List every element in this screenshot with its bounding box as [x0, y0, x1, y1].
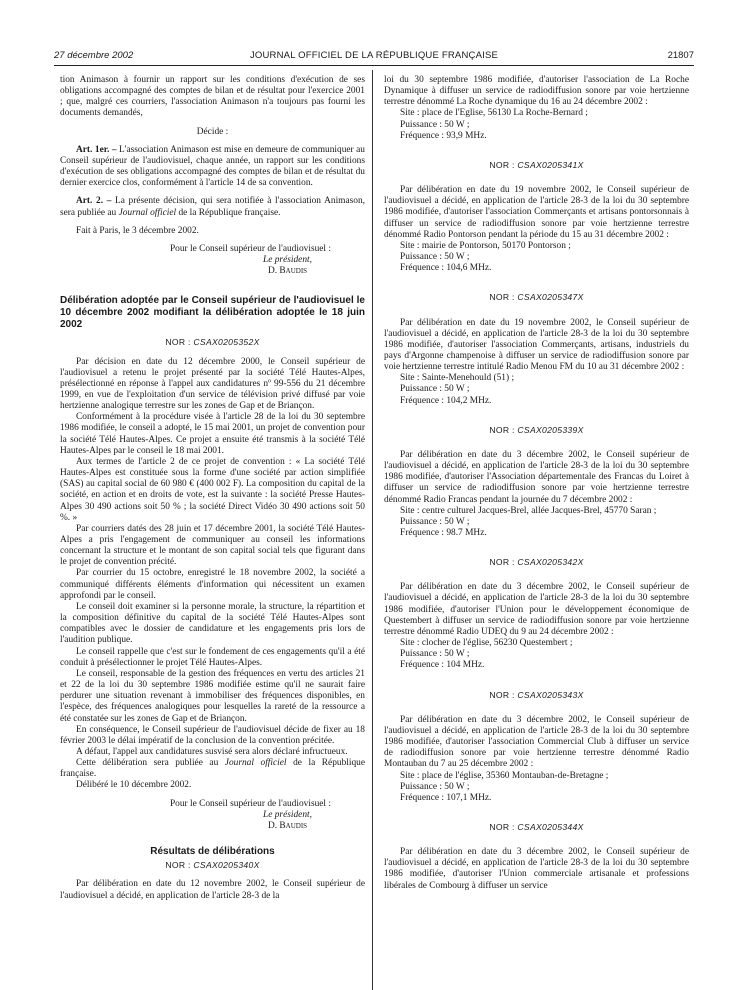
nor-reference — [384, 690, 689, 701]
article-text: La présente décision, qui sera notifiée à l'association Animason, sera publiée au — [60, 196, 365, 218]
section-title-deliberation: Délibération adoptée par le Conseil supérieur de l'audiovisuel le 10 décembre 2002 modifiant la délibération adoptée le 18 juin 2002 — [60, 295, 365, 331]
nor-prefix: NOR : — [489, 424, 518, 435]
paragraph: Le conseil, responsable de la gestion des fréquences en vertu des articles 21 et 22 de la loi du 30 septembre 1986 modifiée estime qu'il ne saurait faire perdurer une situation revenant à immobiliser des fréquences disponibles, en l'espèce, des fréquences analogiques pour lesquelles la rareté de la ressource a été constatée sur les zones de Gap et de Briançon. — [60, 668, 365, 724]
header-date: 27 décembre 2002 — [54, 50, 134, 61]
text: de la République française. — [60, 758, 366, 780]
signature-role — [60, 255, 365, 266]
nor-prefix: NOR : — [489, 689, 518, 700]
fait-a-paris: Fait à Paris, le 3 décembre 2002. — [76, 225, 199, 236]
nor-reference — [384, 425, 689, 436]
nor-prefix: NOR : — [165, 337, 194, 348]
paragraph: Par délibération en date du 3 décembre 2002, le Conseil supérieur de l'audiovisuel a décidé, en application de l'article 28-3 de la loi du 30 septembre 1986 modifiée, d'autoriser l'Union pour le développement économique de Questembert à diffuser un service de radiodiffusion sonore par voie hertzienne terrestre dénommé Radio UDEQ du 9 au 24 décembre 2002 : — [384, 582, 689, 637]
nor-code: CSAX0205347X — [517, 292, 584, 303]
nor-prefix: NOR : — [489, 292, 518, 303]
decide: Décide : — [196, 126, 229, 137]
nor-code: CSAX0205343X — [517, 689, 584, 700]
paragraph: En conséquence, le Conseil supérieur de l'audiovisuel décide de fixer au 18 février 2003 le délai impératif de la conclusion de la convention précitée. — [60, 724, 365, 746]
signature-for: Pour le Conseil supérieur de l'audiovisuel : — [169, 243, 331, 254]
nor-reference — [384, 557, 689, 568]
page-header — [54, 50, 694, 64]
site: Site : Sainte-Menehould (51) ; — [400, 373, 515, 384]
frequence: Fréquence : 104,6 MHz. — [400, 263, 492, 274]
nor-reference — [384, 160, 689, 171]
nor-code: CSAX0205341X — [517, 159, 584, 170]
paragraph: Par délibération en date du 3 décembre 2002, le Conseil supérieur de l'audiovisuel a décidé, en application de l'article 28-3 de la loi du 30 septembre 1986 modifiée, d'autoriser l'Union commerciale artisanale et professions libérales de Combourg à diffuser un service — [384, 847, 689, 891]
nor-prefix: NOR : — [489, 821, 518, 832]
left-column — [60, 75, 365, 902]
site: Site : centre culturel Jacques-Brel, allée Jacques-Brel, 45770 Saran ; — [400, 505, 657, 516]
paragraph: Par délibération en date du 19 novembre 2002, le Conseil supérieur de l'audiovisuel a décidé, en application de l'article 28-3 de la loi du 30 septembre 1986 modifiée, d'autoriser l'association Commerçants, artisans, industriels du pays d'Argonne champenoise à diffuser un service de radiodiffusion sonore par voie hertzienne terrestre intitulé Radio Menou FM du 10 au 31 décembre 2002 : — [384, 317, 689, 373]
article-2 — [60, 196, 365, 218]
article-text: de la République française. — [176, 207, 281, 218]
article-1 — [60, 145, 365, 190]
delibere: Délibéré le 10 décembre 2002. — [76, 780, 192, 791]
nor-code: CSAX0205352X — [193, 337, 260, 348]
role: Le président, — [263, 255, 312, 266]
paragraph: Par délibération en date du 3 décembre 2002, le Conseil supérieur de l'audiovisuel a décidé, en application de l'article 28-3 de la loi du 30 septembre 1986 modifiée, d'autoriser l'association Commercial Club à diffuser un service de radiodiffusion sonore par voie hertzienne terrestre dénommé Radio Montauban du 7 au 25 décembre 2002 : — [384, 714, 689, 770]
site: Site : place de l'église, 35360 Montauban-de-Bretagne ; — [400, 770, 609, 781]
nor-reference — [60, 337, 365, 348]
nor-prefix: NOR : — [165, 860, 194, 871]
nor-code: CSAX0205342X — [517, 557, 584, 568]
frequence: Fréquence : 107,1 MHz. — [400, 792, 492, 803]
section-title-resultats: Résultats de délibérations — [150, 846, 275, 858]
column-divider — [372, 70, 373, 990]
article-text: L'association Animason est mise en demeure de communiquer au Conseil supérieur de l'audiovisuel, chaque année, un rapport sur les conditions d'exécution de ses obligations accompagné des comptes de bilan et de résultat du dernier exercice clos, conformément à l'article 14 de sa convention. — [60, 144, 365, 189]
site: Site : place de l'Eglise, 56130 La Roche-Bernard ; — [400, 108, 588, 119]
nor-code: CSAX0205344X — [517, 821, 584, 832]
article-label: Art. 1er. – — [76, 144, 117, 155]
paragraph: Aux termes de l'article 2 de ce projet de convention : « La société Télé Hautes-Alpes est constituée sous la forme d'une société par action simplifiée (SAS) au capital social de 60 980 € (400 002 F). La composition du capital de la société, en action et en droits de vote, est la suivante : la société Presse Hautes-Alpes 30 490 actions soit 50 % ; la société Direct Vidéo 30 490 actions soit 50 %. » — [60, 456, 365, 523]
signature-role — [60, 810, 365, 821]
puissance: Puissance : 50 W ; — [400, 781, 470, 792]
header-title: JOURNAL OFFICIEL DE LA RÉPUBLIQUE FRANÇAISE — [249, 50, 499, 61]
site: Site : clocher de l'église, 56230 Questembert ; — [400, 638, 573, 649]
signature-name: D. Baudis — [267, 266, 308, 277]
paragraph: Conformément à la procédure visée à l'article 28 de la loi du 30 septembre 1986 modifiée, le conseil a adopté, le 15 mai 2001, un projet de convention pour la société Télé Hautes-Alpes. Ce projet a ensuite été transmis à la société Télé Hautes-Alpes par le conseil le 18 mai 2001. — [60, 412, 365, 456]
paragraph: Par décision en date du 12 décembre 2000, le Conseil supérieur de l'audiovisuel a retenu le projet présenté par la société Télé Hautes-Alpes, présélectionné en réponse à l'appel aux candidatures nº 99-556 du 21 décembre 1999, en vue de l'exploitation d'un service de télévision privé diffusé par voie hertzienne analogique terrestre sur les zones de Gap et de Briançon. — [60, 356, 365, 412]
nor-reference — [60, 860, 365, 871]
signature-name: D. Baudis — [267, 820, 308, 831]
nor-prefix: NOR : — [489, 159, 518, 170]
frequence: Fréquence : 98.7 MHz. — [400, 528, 487, 538]
paragraph: A défaut, l'appel aux candidatures susvisé sera alors déclaré infructueux. — [76, 746, 348, 757]
paragraph: Le conseil rappelle que c'est sur le fondement de ces engagements qu'il a été conduit à présélectionner le projet Télé Hautes-Alpes. — [60, 646, 365, 668]
nor-reference — [384, 292, 689, 303]
puissance: Puissance : 50 W ; — [400, 516, 470, 527]
puissance: Puissance : 50 W ; — [400, 384, 470, 395]
header-rule — [54, 65, 694, 66]
frequence: Fréquence : 93,9 MHz. — [400, 130, 487, 141]
journal-officiel: Journal officiel — [224, 758, 287, 769]
site: Site : mairie de Pontorson, 50170 Pontorson ; — [400, 240, 571, 251]
paragraph: Par courrier du 15 octobre, enregistré le 18 novembre 2002, la société a communiqué différents éléments d'information qui nécessitent un examen approfondi par le conseil. — [60, 568, 365, 601]
nor-code: CSAX0205340X — [193, 860, 260, 871]
role: Le président, — [263, 809, 312, 820]
paragraph — [60, 758, 365, 780]
paragraph: Par courriers datés des 28 juin et 17 décembre 2001, la société Télé Hautes-Alpes a pris l'engagement de communiquer au conseil les informations concernant la structure et le montant de son capital social tels que figurant dans le projet de convention précité. — [60, 523, 365, 568]
paragraph: Par délibération en date du 12 novembre 2002, le Conseil supérieur de l'audiovisuel a décidé, en application de l'article 28-3 de la — [60, 879, 365, 901]
frequence: Fréquence : 104 MHz. — [400, 660, 485, 671]
nor-code: CSAX0205339X — [517, 424, 584, 435]
paragraph: Par délibération en date du 19 novembre 2002, le Conseil supérieur de l'audiovisuel a décidé, en application de l'article 28-3 de la loi du 30 septembre 1986 modifiée, d'autoriser l'association Commerçants et artisans pontorsonnais à diffuser un service de radiodiffusion sonore par voie hertzienne terrestre dénommé Radio Pontorson pendant la période du 15 au 31 décembre 2002 : — [384, 185, 689, 240]
signature-for: Pour le Conseil supérieur de l'audiovisuel : — [169, 798, 331, 809]
article-label: Art. 2. – — [76, 196, 112, 207]
paragraph: Le conseil doit examiner si la personne morale, la structure, la répartition et la composition définitive du capital de la société Télé Hautes-Alpes sont compatibles avec le dossier de candidature et les engagements pris lors de l'audition publique. — [60, 601, 365, 646]
puissance: Puissance : 50 W ; — [400, 252, 470, 263]
right-column — [384, 75, 689, 892]
puissance: Puissance : 50 W ; — [400, 119, 470, 130]
puissance: Puissance : 50 W ; — [400, 649, 470, 660]
journal-officiel: Journal officiel — [118, 207, 177, 218]
paragraph: Par délibération en date du 3 décembre 2002, le Conseil supérieur de l'audiovisuel a décidé, en application de l'article 28-3 de la loi du 30 septembre 1986 modifiée, d'autoriser l'Association départementale des Francas du Loiret à diffuser un service de radiodiffusion sonore par voie hertzienne terrestre dénommé Radio Francas pendant la journée du 7 décembre 2002 : — [384, 449, 689, 505]
frequence: Fréquence : 104,2 MHz. — [400, 395, 492, 406]
nor-prefix: NOR : — [489, 557, 518, 568]
nor-reference — [384, 822, 689, 833]
header-page-number: 21807 — [667, 50, 694, 61]
text: Cette délibération sera publiée au — [76, 758, 225, 769]
paragraph: tion Animason à fournir un rapport sur les conditions d'exécution de ses obligations accompagné des comptes de bilan et de résultat pour l'exercice 2001 ; que, malgré ces courriers, l'association Animason n'a toujours pas fourni les documents demandés, — [60, 75, 365, 119]
paragraph: loi du 30 septembre 1986 modifiée, d'autoriser l'association de La Roche Dynamique à diffuser un service de radiodiffusion sonore par voie hertzienne terrestre dénommé La Roche dynamique du 16 au 24 décembre 2002 : — [384, 75, 689, 108]
